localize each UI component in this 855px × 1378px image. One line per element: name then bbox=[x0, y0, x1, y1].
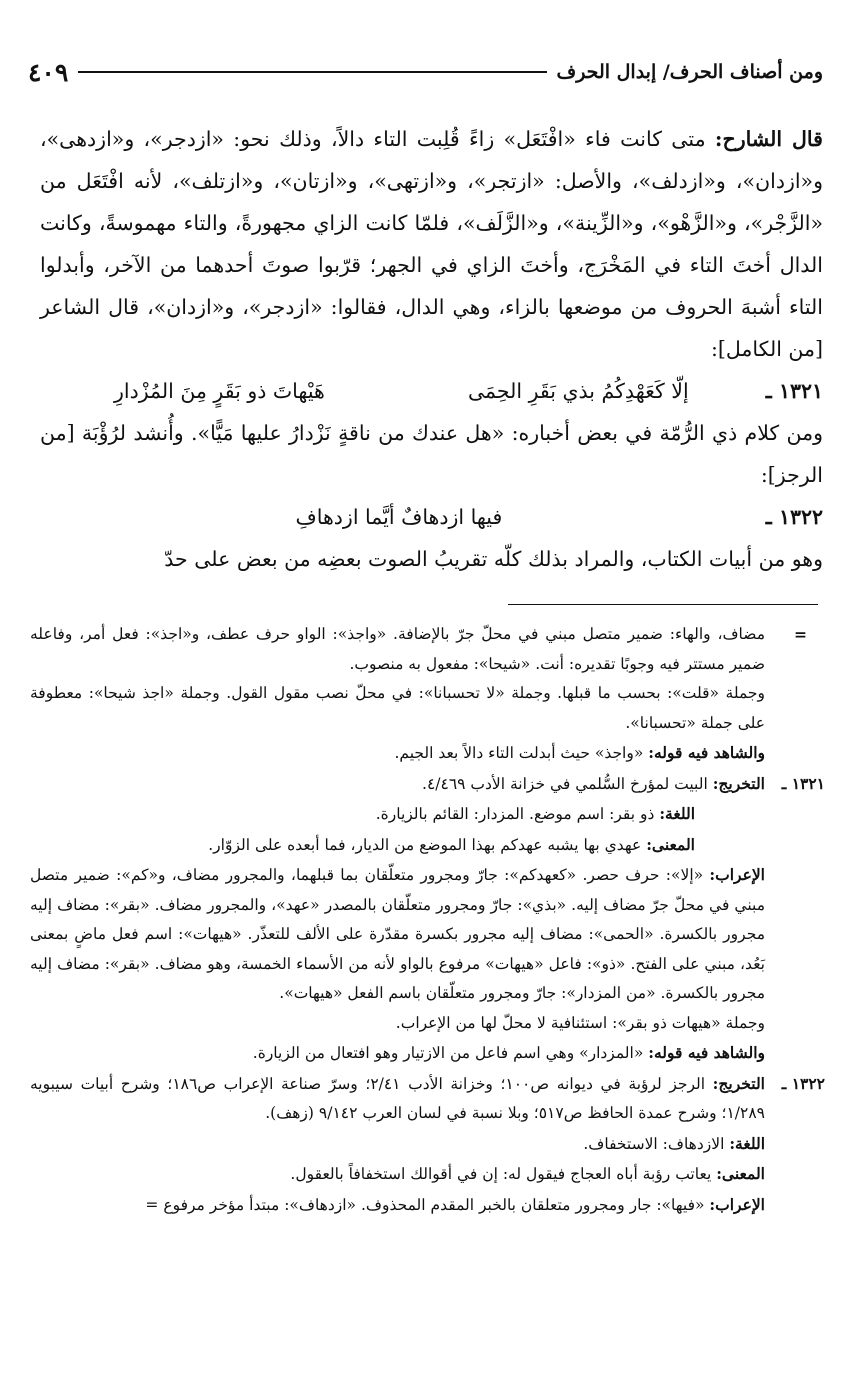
verse-line: فيها ازدهافٌ أيَّما ازدهافِ bbox=[295, 505, 503, 529]
verse-first-hemistich: إلّا كَعَهْدِكُمُ بذي بَقَرِ الحِمَى bbox=[467, 379, 689, 403]
header-rule bbox=[78, 71, 546, 73]
mana-text: يعاتب رؤبة أباه العجاج فيقول له: إن في أقوالك استخفافاً بالعقول. bbox=[290, 1165, 712, 1183]
verse-number: ١٣٢٢ ـ bbox=[765, 505, 823, 529]
page-number: ٤٠٩ bbox=[28, 57, 69, 87]
verse-1321 bbox=[40, 370, 823, 412]
footnote-1322 bbox=[30, 1069, 825, 1221]
lugha-text: الازدهاف: الاستخفاف. bbox=[583, 1134, 725, 1153]
irab-label: الإعراب: bbox=[709, 865, 765, 884]
irab-label: الإعراب: bbox=[709, 1194, 765, 1214]
footnote-line: وجملة «قلت»: بحسب ما قبلها. وجملة «لا تحسبانا»: في محلّ نصب مقول القول. وجملة «اجذ شيحا»: معطوفة على جملة «تحسبانا». bbox=[30, 684, 765, 732]
closing-paragraph: وهو من أبيات الكتاب، والمراد بذلك كلّه تقريبُ الصوت بعضِه من بعض على حدّ bbox=[164, 547, 823, 571]
footnote-takhrij bbox=[30, 1069, 765, 1129]
footnote-jumla: وجملة «هيهات ذو بقر»: استئنافية لا محلّ لها من الإعراب. bbox=[395, 1013, 765, 1032]
footnote-number: ١٣٢٢ ـ bbox=[781, 1073, 825, 1093]
quote-paragraph: ومن كلام ذي الرُّمّة في بعض أخباره: «هل عندك من ناقةٍ نَزْدارُ عليها مَيًّا». وأُنشد لرُؤْبَة [من الرجز]: bbox=[40, 421, 823, 487]
shahid-text: «واجذ» حيث أبدلت التاء دالاً بعد الجيم. bbox=[394, 744, 644, 762]
continuation-mark: = bbox=[794, 625, 807, 644]
footnote-irab bbox=[30, 860, 765, 1009]
irab-text: «فيها»: جار ومجرور متعلقان بالخبر المقدم المحذوف. «ازدهاف»: مبتدأ مؤخر مرفوع bbox=[163, 1195, 705, 1214]
footnote-mana bbox=[30, 830, 695, 861]
footnote-takhrij bbox=[30, 769, 765, 800]
footnote-shahid bbox=[30, 1038, 765, 1069]
irab-text: «إلا»: حرف حصر. «كعهدكم»: جارّ ومجرور متعلّقان بما قبلهما، والمجرور مضاف، و«كم»: ضمير متصل مبني في محلّ جرّ مضاف إليه. «بذي»: جارّ ومجرور متعلّقان بالمصدر «عهد»، والمجرور مضاف. «بقر»: مضاف إليه مجرور بالكسرة. «الحمى»: مضاف إليه مجرور بكسرة مقدّرة على الألف للتعذّر. «هيهات»: اسم فعل ماضٍ بمعنى بَعُد، مبني على الفتح. «ذو»: فاعل «هيهات» مرفوع بالواو لأنه من الأسماء الخمسة، وهو مضاف. «بقر»: مضاف إليه مجرور بالكسرة. «من المزدار»: جارّ ومجرور متعلّقان باسم الفعل «هيهات». bbox=[30, 866, 765, 1002]
commentary-text: متى كانت فاء «افْتَعَل» زاءً قُلِبت التاء دالاً، وذلك نحو: «ازدجر»، و«ازدهى»، و«ازدان»، و«ازدلف»، والأصل: «ازتجر»، و«ازتهى»، و«ازتان»، و«ازتلف»، لأنه افْتَعَل من «الزَّجْر»، و«الزَّهْو»، و«الزِّينة»، و«الزَّلَف»، فلمّا كانت الزاي مجهورةً، والتاء مهموسةً، وكانت الدال أختَ التاء في المَخْرَج، وأختَ الزاي في الجهر؛ قرّبوا صوتَ أحدهما من الآخر، وأبدلوا التاء أشبهَ الحروف من موضعها بالزاء، وهي الدال، فقالوا: «ازدجر»، و«ازدان»، قال الشاعر [من الكامل]: bbox=[40, 127, 823, 361]
takhrij-text: الرجز لرؤبة في ديوانه ص١٠٠؛ وخزانة الأدب ٢/٤١؛ وسرّ صناعة الإعراب ص١٨٦؛ وشرح أبيات سيبويه ١/٢٨٩؛ وشرح عمدة الحافظ ص٥١٧؛ وبلا نسبة في لسان العرب ٩/١٤٢ (زهف). bbox=[30, 1074, 765, 1122]
footnote-line: مضاف، والهاء: ضمير متصل مبني في محلّ جرّ بالإضافة. «واجذ»: الواو حرف عطف، و«اجذ»: فعل أمر، وفاعله ضمير مستتر فيه وجوبًا تقديره: أنت. «شيحا»: مفعول به منصوب. bbox=[30, 625, 765, 673]
mana-label: المعنى: bbox=[716, 1164, 765, 1183]
mana-text: عهدي بها يشبه عهدكم بهذا الموضع من الديار، فما أبعده على الزوّار. bbox=[208, 835, 642, 854]
footnote-continuation bbox=[30, 620, 825, 769]
footnote-lugha bbox=[30, 1129, 765, 1160]
header-title: ومن أصناف الحرف/ إبدال الحرف bbox=[556, 61, 823, 83]
commentary-paragraph bbox=[40, 118, 823, 370]
lugha-label: اللغة: bbox=[659, 804, 695, 823]
takhrij-label: التخريج: bbox=[712, 1073, 765, 1093]
running-header bbox=[28, 52, 823, 92]
mana-label: المعنى: bbox=[646, 834, 695, 854]
shahid-label: والشاهد فيه قوله: bbox=[648, 1043, 765, 1062]
footnotes bbox=[30, 620, 825, 1220]
lugha-text: ذو بقر: اسم موضع. المزدار: القائم بالزيارة. bbox=[375, 805, 655, 823]
main-text bbox=[40, 118, 823, 580]
shahid-label: والشاهد فيه قوله: bbox=[648, 743, 765, 762]
footnote-lugha bbox=[30, 799, 695, 830]
footnote-1321 bbox=[30, 769, 825, 861]
commentator-label: قال الشارح: bbox=[714, 127, 823, 151]
verse-number: ١٣٢١ ـ bbox=[765, 379, 823, 403]
footnote-separator bbox=[508, 604, 818, 605]
shahid-text: «المزدار» وهي اسم فاعل من الازتيار وهو افتعال من الزيارة. bbox=[252, 1044, 644, 1062]
takhrij-label: التخريج: bbox=[712, 773, 765, 793]
footnote-shahid bbox=[30, 738, 765, 769]
verse-1322 bbox=[40, 496, 823, 538]
footnote-1321-irab bbox=[30, 860, 825, 1069]
footnote-number: ١٣٢١ ـ bbox=[781, 773, 825, 793]
verse-second-hemistich: هَيْهاتَ ذو بَقَرٍ مِنَ المُزْدارِ bbox=[113, 379, 325, 403]
footnote-mana bbox=[30, 1159, 765, 1190]
takhrij-text: البيت لمؤرخ السُّلمي في خزانة الأدب ٤/٤٦٩. bbox=[422, 774, 708, 793]
continuation-mark: = bbox=[145, 1195, 159, 1214]
lugha-label: اللغة: bbox=[729, 1133, 765, 1153]
footnote-irab bbox=[30, 1190, 765, 1221]
